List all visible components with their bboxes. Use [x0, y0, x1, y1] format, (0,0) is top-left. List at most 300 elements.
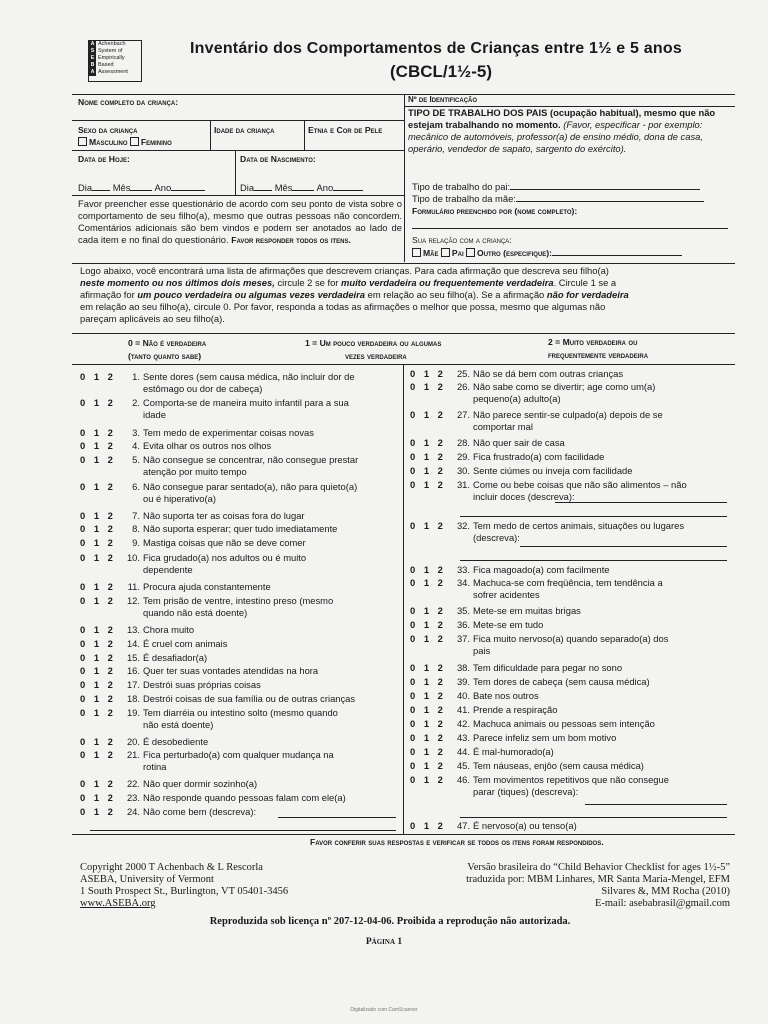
item-text-line: Tem movimentos repetitivos que não consegue: [473, 774, 669, 785]
behavior-item: [80, 481, 413, 505]
behavior-item: [80, 749, 413, 773]
score-options[interactable]: 0 1 2: [410, 465, 446, 476]
item-text: [473, 746, 743, 758]
item-text: [473, 820, 743, 832]
item-text: [473, 577, 743, 601]
item-number: 3.: [132, 427, 140, 438]
item-text-line: Não come bem (descreva):: [143, 806, 257, 817]
item-text-line: Não sabe como se divertir; age como um(a): [473, 381, 656, 392]
behavior-item: [410, 381, 743, 405]
describe-line-32[interactable]: [520, 546, 727, 547]
behavior-item: [80, 371, 413, 395]
behavior-item: [410, 676, 743, 688]
page-number: Página 1: [365, 937, 403, 947]
form-subtitle: (CBCL/1½-5): [390, 62, 493, 81]
item-text: [143, 581, 413, 593]
age-label: Idade da criança: [214, 125, 275, 135]
father-line: [510, 189, 700, 190]
item-text-line: Tem medo de certos animais, situações ou lugares: [473, 520, 685, 531]
score-options[interactable]: 0 1 2: [410, 704, 446, 715]
form-column-divider: [404, 94, 405, 262]
translation-block: Versão brasileira do “Child Behavior Checklist for ages 1½-5” traduzida por: MBM Linhares, MR Santa Maria-Mengel, EFM Silvares &, MM Rocha (2010) E-mail: asebabrasil@gmail.com: [400, 862, 730, 910]
item-text: [143, 440, 413, 452]
score-options[interactable]: 0 1 2: [410, 633, 446, 644]
birth-date-fields: Dia Mês Ano: [240, 182, 363, 194]
item-text-line: Evita olhar os outros nos olhos: [143, 440, 272, 451]
behavior-item: [80, 679, 413, 691]
item-text: [143, 652, 413, 664]
item-number: 44.: [456, 746, 470, 757]
behavior-item: [410, 662, 743, 674]
behavior-item: [410, 718, 743, 730]
score-options[interactable]: 0 1 2: [80, 581, 116, 592]
score-options[interactable]: 0 1 2: [80, 454, 116, 465]
item-text-line: É nervoso(a) ou tenso(a): [473, 820, 577, 831]
item-number: 46.: [456, 774, 470, 785]
item-text-line: É cruel com animais: [143, 638, 228, 649]
item-number: 14.: [126, 638, 140, 649]
score-options[interactable]: 0 1 2: [80, 595, 116, 606]
aseba-link[interactable]: www.ASEBA.org: [80, 898, 156, 909]
verify-note: Favor conferir suas respostas e verificar se todos os itens foram respondidos.: [310, 837, 604, 847]
score-options[interactable]: 0 1 2: [80, 552, 116, 563]
item-text-line: Machuca animais ou pessoas sem intenção: [473, 718, 655, 729]
item-number: 35.: [456, 605, 470, 616]
item-text: [473, 381, 743, 405]
behavior-item: [80, 523, 413, 535]
license-notice: Reproduzida sob licença nº 207-12-04-06. Proibida a reprodução não autorizada.: [209, 916, 571, 927]
behavior-item: [410, 465, 743, 477]
sex-label: Sexo da criança: [78, 125, 138, 135]
item-text-line: Destrói suas próprias coisas: [143, 679, 261, 690]
today-date-fields: Dia Mês Ano: [78, 182, 205, 194]
item-text-line: idade: [143, 409, 166, 420]
describe-line-46b[interactable]: [460, 817, 727, 818]
birth-date-label: Data de Nascimento:: [240, 154, 316, 164]
item-number: 9.: [132, 537, 140, 548]
item-number: 5.: [132, 454, 140, 465]
behavior-item: [410, 619, 743, 631]
item-text: [473, 774, 743, 798]
item-text: [473, 760, 743, 772]
instructions: Logo abaixo, você encontrará uma lista de afirmações que descrevem crianças. Para cada afirmação que descreva seu filho(a) neste momento ou nos últimos dois meses, circule 2 se for muito verdadeira ou frequentemente verdadeira. Circule 1 se a afirmação for um pouco verdadeira ou algumas vezes verdadeira em relação ao seu filho(a). Se a afirmação não for verdadeira em relação ao seu filho(a), circule 0. Por favor, responda a todas as afirmações o melhor que possa, mesmo que algumas não pareçam aplicáveis ao seu filho(a).: [80, 265, 629, 324]
score-options[interactable]: 0 1 2: [80, 792, 116, 803]
score-options[interactable]: 0 1 2: [80, 736, 116, 747]
item-text-line: É desobediente: [143, 736, 209, 747]
item-text-line: Não quer sair de casa: [473, 437, 565, 448]
relationship-label: Sua relação com a criança:: [412, 235, 512, 245]
item-text: [473, 718, 743, 730]
parent-occupation: TIPO DE TRABALHO DOS PAIS (ocupação habitual), mesmo que não estejam trabalhando no momento. (Favor, especificar - por exemplo: mecânico de automóveis, professor(a) de ensino médio, dona de casa, operário, vendedor de sapato, sargento do exército).: [408, 107, 716, 154]
behavior-item: [410, 605, 743, 617]
item-text: [473, 409, 743, 433]
describe-line-46[interactable]: [585, 804, 727, 805]
item-text-line: Machuca-se com freqüência, tem tendência a: [473, 577, 663, 588]
score-options[interactable]: 0 1 2: [410, 662, 446, 673]
score-options[interactable]: 0 1 2: [80, 440, 116, 451]
behavior-item: [80, 778, 413, 790]
item-text: [473, 732, 743, 744]
behavior-item: [80, 552, 413, 576]
behavior-item: [80, 427, 413, 439]
legend-two-cont: frequentemente verdadeira: [548, 350, 649, 360]
item-text: [143, 510, 413, 522]
score-options[interactable]: 0 1 2: [410, 577, 446, 588]
item-number: 28.: [456, 437, 470, 448]
item-text: [143, 397, 413, 421]
item-text-line: Comporta-se de maneira muito infantil para a sua: [143, 397, 349, 408]
item-number: 38.: [456, 662, 470, 673]
behavior-item: [410, 690, 743, 702]
item-text: [473, 564, 743, 576]
item-text: [473, 619, 743, 631]
item-number: 2.: [132, 397, 140, 408]
today-month-field[interactable]: [130, 190, 152, 191]
score-options[interactable]: 0 1 2: [410, 619, 446, 630]
item-number: 15.: [126, 652, 140, 663]
legend-zero: 0 = Não é verdadeira: [128, 338, 207, 348]
score-options[interactable]: 0 1 2: [410, 451, 446, 462]
item-text: [473, 437, 743, 449]
score-options[interactable]: 0 1 2: [410, 746, 446, 757]
behavior-item: [410, 409, 743, 433]
legend-one-cont: vezes verdadeira: [345, 351, 407, 361]
item-text-line: (descreva):: [473, 532, 520, 543]
score-options[interactable]: 0 1 2: [410, 760, 446, 771]
copyright-block: Copyright 2000 T Achenbach & L Rescorla ASEBA, University of Vermont 1 South Prospect St., Burlington, VT 05401-3456 www.ASEBA.org: [80, 862, 289, 909]
item-text-line: Não responde quando pessoas falam com ele(a): [143, 792, 346, 803]
item-text-line: estômago ou dor de cabeça): [143, 383, 263, 394]
item-text: [143, 454, 413, 478]
item-text-line: pequeno(a) adulto(a): [473, 393, 561, 404]
item-text: [143, 638, 413, 650]
score-options[interactable]: 0 1 2: [410, 820, 446, 831]
row-divider: [72, 195, 404, 196]
describe-line-24b[interactable]: [90, 830, 396, 831]
score-options[interactable]: 0 1 2: [410, 774, 446, 785]
score-options[interactable]: 0 1 2: [410, 605, 446, 616]
today-day-field[interactable]: [92, 190, 110, 191]
behavior-item: [80, 510, 413, 522]
score-options[interactable]: 0 1 2: [80, 510, 116, 521]
item-text-line: Não suporta esperar; quer tudo imediatamente: [143, 523, 338, 534]
item-number: 29.: [456, 451, 470, 462]
behavior-item: [410, 820, 743, 832]
item-number: 26.: [456, 381, 470, 392]
cell-divider: [235, 150, 236, 195]
cell-divider: [210, 120, 211, 150]
score-options[interactable]: 0 1 2: [80, 371, 116, 382]
item-text-line: Fica perturbado(a) com qualquer mudança na: [143, 749, 334, 760]
item-text-line: Não suporta ter as coisas fora do lugar: [143, 510, 305, 521]
item-text: [473, 690, 743, 702]
item-number: 16.: [126, 665, 140, 676]
item-text: [143, 537, 413, 549]
item-number: 40.: [456, 690, 470, 701]
sex-options: Masculino Feminino: [78, 137, 172, 148]
score-options[interactable]: 0 1 2: [80, 707, 116, 718]
birth-month-field[interactable]: [292, 190, 314, 191]
mother-checkbox[interactable]: [412, 248, 421, 257]
item-text-line: Procura ajuda constantemente: [143, 581, 271, 592]
item-text-line: É desafiador(a): [143, 652, 208, 663]
item-number: 17.: [126, 679, 140, 690]
describe-line-31[interactable]: [555, 502, 727, 503]
item-text-line: Tem medo de experimentar coisas novas: [143, 427, 314, 438]
behavior-item: [80, 693, 413, 705]
legend-two: 2 = Muito verdadeira ou: [548, 337, 638, 347]
behavior-item: [410, 437, 743, 449]
behavior-item: [80, 397, 413, 421]
score-options[interactable]: 0 1 2: [80, 778, 116, 789]
item-text-line: Tem diarréia ou intestino solto (mesmo quando: [143, 707, 338, 718]
item-text-line: Tem náuseas, enjôo (sem causa médica): [473, 760, 644, 771]
item-text: [473, 662, 743, 674]
score-options[interactable]: 0 1 2: [80, 624, 116, 635]
score-options[interactable]: 0 1 2: [80, 652, 116, 663]
score-options[interactable]: 0 1 2: [410, 520, 446, 531]
score-options[interactable]: 0 1 2: [80, 427, 116, 438]
item-text-line: Destrói coisas de sua família ou de outras crianças: [143, 693, 356, 704]
item-text: [473, 465, 743, 477]
item-text: [143, 778, 413, 790]
items-bottom-border: [72, 834, 735, 835]
behavior-item: [80, 537, 413, 549]
item-number: 30.: [456, 465, 470, 476]
item-text-line: Quer ter suas vontades atendidas na hora: [143, 665, 319, 676]
behavior-item: [410, 633, 743, 657]
item-text: [143, 595, 413, 619]
item-text: [473, 605, 743, 617]
item-text-line: Sente ciúmes ou inveja com facilidade: [473, 465, 633, 476]
score-options[interactable]: 0 1 2: [80, 481, 116, 492]
item-text-line: quando não está doente): [143, 607, 248, 618]
score-options[interactable]: 0 1 2: [80, 679, 116, 690]
item-text: [143, 523, 413, 535]
item-text-line: Não quer dormir sozinho(a): [143, 778, 258, 789]
item-number: 41.: [456, 704, 470, 715]
behavior-item: [410, 746, 743, 758]
filled-by-label: Formulário preenchido por (nome completo):: [412, 206, 578, 216]
score-options[interactable]: 0 1 2: [410, 564, 446, 575]
item-text: [143, 693, 413, 705]
item-text-line: Não parece sentir-se culpado(a) depois de se: [473, 409, 663, 420]
aseba-logo: A Achenbach S System of E Empirically B Based A Assessment: [88, 40, 142, 82]
item-text: [473, 676, 743, 688]
item-text-line: incluir doces (descreva):: [473, 491, 575, 502]
score-options[interactable]: 0 1 2: [80, 537, 116, 548]
item-text-line: Não consegue parar sentado(a), não para quieto(a): [143, 481, 358, 492]
behavior-item: [410, 451, 743, 463]
ethnicity-label: Etnia e Cor de Pele: [308, 125, 383, 135]
item-number: 7.: [132, 510, 140, 521]
item-number: 18.: [126, 693, 140, 704]
mother-occupation-field[interactable]: Tipo de trabalho da mãe:: [412, 193, 704, 205]
item-text-line: Tem dificuldade para pegar no sono: [473, 662, 623, 673]
item-number: 42.: [456, 718, 470, 729]
item-number: 36.: [456, 619, 470, 630]
form-title: Inventário dos Comportamentos de Crianças entre 1½ e 5 anos: [190, 40, 682, 57]
item-text: [143, 552, 413, 576]
birth-year-field[interactable]: [333, 190, 363, 191]
item-number: 4.: [132, 440, 140, 451]
item-text-line: dependente: [143, 564, 193, 575]
item-text: [143, 665, 413, 677]
item-text-line: rotina: [143, 761, 167, 772]
item-number: 32.: [456, 520, 470, 531]
score-options[interactable]: 0 1 2: [410, 690, 446, 701]
item-text-line: sofrer acidentes: [473, 589, 540, 600]
item-number: 22.: [126, 778, 140, 789]
item-text-line: Mete-se em tudo: [473, 619, 544, 630]
score-options[interactable]: 0 1 2: [410, 479, 446, 490]
behavior-item: [80, 652, 413, 664]
item-number: 11.: [127, 581, 140, 592]
behavior-item: [80, 440, 413, 452]
item-number: 19.: [126, 707, 140, 718]
child-name-label: Nome completo da criança:: [78, 97, 179, 107]
other-checkbox[interactable]: [466, 248, 475, 257]
mother-line: [516, 201, 704, 202]
behavior-item: [410, 368, 743, 380]
id-label: Nº de Identificação: [408, 95, 478, 104]
score-options[interactable]: 0 1 2: [80, 638, 116, 649]
cell-divider: [304, 120, 305, 150]
item-text-line: Fica frustrado(a) com facilidade: [473, 451, 605, 462]
behavior-item: [410, 732, 743, 744]
behavior-item: [410, 774, 743, 798]
item-number: 23.: [126, 792, 140, 803]
score-options[interactable]: 0 1 2: [410, 368, 446, 379]
item-text-line: Tem prisão de ventre, intestino preso (mesmo: [143, 595, 334, 606]
behavior-item: [80, 638, 413, 650]
item-text-line: Mete-se em muitas brigas: [473, 605, 581, 616]
item-text: [143, 792, 413, 804]
behavior-item: [80, 665, 413, 677]
score-options[interactable]: 0 1 2: [410, 718, 446, 729]
item-text-line: comportar mal: [473, 421, 533, 432]
item-text-line: É mal-humorado(a): [473, 746, 554, 757]
item-number: 1.: [132, 371, 140, 382]
scanner-watermark: Digitalizado com CamScanner: [350, 1007, 418, 1013]
behavior-item: [410, 577, 743, 601]
item-number: 12.: [126, 595, 140, 606]
score-options[interactable]: 0 1 2: [80, 665, 116, 676]
behavior-item: [410, 479, 743, 503]
item-number: 31.: [456, 479, 470, 490]
item-text-line: Parece infeliz sem um bom motivo: [473, 732, 617, 743]
item-text-line: Sente dores (sem causa médica, não incluir dor de: [143, 371, 355, 382]
behavior-item: [80, 624, 413, 636]
item-text: [143, 481, 413, 505]
score-options[interactable]: 0 1 2: [410, 409, 446, 420]
behavior-item: [80, 581, 413, 593]
item-text: [143, 624, 413, 636]
score-options[interactable]: 0 1 2: [80, 693, 116, 704]
item-number: 8.: [132, 523, 140, 534]
male-checkbox[interactable]: [78, 137, 87, 146]
item-text-line: atenção por muito tempo: [143, 466, 247, 477]
contact-email[interactable]: E-mail: asebabrasil@gmail.com: [594, 898, 730, 909]
legend-zero-note: (tanto quanto sabe): [128, 351, 202, 361]
score-options[interactable]: 0 1 2: [410, 381, 446, 392]
describe-line-31b[interactable]: [460, 516, 727, 517]
score-options[interactable]: 0 1 2: [80, 806, 116, 817]
item-text-line: Prende a respiração: [473, 704, 558, 715]
item-text-line: Não se dá bem com outras crianças: [473, 368, 624, 379]
behavior-item: [410, 760, 743, 772]
row-divider: [72, 120, 404, 121]
score-options[interactable]: 0 1 2: [410, 676, 446, 687]
item-text-line: Come ou bebe coisas que não são alimentos – não: [473, 479, 687, 490]
item-text: [473, 368, 743, 380]
score-options[interactable]: 0 1 2: [80, 523, 116, 534]
today-year-field[interactable]: [171, 190, 205, 191]
item-text: [473, 704, 743, 716]
female-checkbox[interactable]: [130, 137, 139, 146]
item-text-line: Tem dores de cabeça (sem causa médica): [473, 676, 650, 687]
item-text-line: Não consegue se concentrar, não consegue prestar: [143, 454, 359, 465]
today-date-label: Data de Hoje:: [78, 154, 130, 164]
behavior-item: [80, 707, 413, 731]
item-text-line: Mastiga coisas que não se deve comer: [143, 537, 306, 548]
behavior-item: [410, 520, 743, 544]
behavior-item: [80, 595, 413, 619]
score-options[interactable]: 0 1 2: [410, 732, 446, 743]
behavior-item: [410, 564, 743, 576]
item-number: 20.: [126, 736, 140, 747]
score-options[interactable]: 0 1 2: [80, 397, 116, 408]
item-number: 33.: [456, 564, 470, 575]
item-number: 39.: [456, 676, 470, 687]
behavior-item: [80, 736, 413, 748]
item-number: 34.: [456, 577, 470, 588]
fill-instructions: Favor preencher esse questionário de acordo com seu ponto de vista sobre o comportamento de seu filho(a), mesmo que outras pessoas não concordem. Comentários adicionais são bem vindos e podem ser anotados ao lado de cada item e no final do questionário. Favor responder todos os itens.: [78, 198, 402, 245]
legend-top-border: [72, 333, 735, 334]
score-options[interactable]: 0 1 2: [80, 749, 116, 760]
item-number: 6.: [132, 481, 140, 492]
item-number: 13.: [126, 624, 140, 635]
item-number: 24.: [126, 806, 140, 817]
describe-line-24[interactable]: [278, 817, 396, 818]
item-text: [473, 520, 743, 544]
father-checkbox[interactable]: [441, 248, 450, 257]
item-text: [473, 451, 743, 463]
score-options[interactable]: 0 1 2: [410, 437, 446, 448]
item-number: 43.: [456, 732, 470, 743]
father-occupation-field[interactable]: Tipo de trabalho do pai:: [412, 181, 700, 193]
item-text-line: pais: [473, 645, 491, 656]
row-divider: [72, 150, 404, 151]
item-text-line: ou é hiperativo(a): [143, 493, 216, 504]
item-text: [143, 749, 413, 773]
item-text-line: Chora muito: [143, 624, 195, 635]
item-text-line: parar (tiques) (descreva):: [473, 786, 579, 797]
other-field[interactable]: [552, 255, 682, 256]
item-text: [143, 427, 413, 439]
item-text-line: Fica magoado(a) com facilmente: [473, 564, 610, 575]
form-bottom-border: [72, 263, 735, 264]
birth-day-field[interactable]: [254, 190, 272, 191]
item-text-line: Fica grudado(a) nos adultos ou é muito: [143, 552, 307, 563]
legend-one: 1 = Um pouco verdadeira ou algumas: [305, 338, 442, 348]
describe-line-32b[interactable]: [460, 560, 727, 561]
relationship-options: Mãe Pai Outro (especifique):: [412, 248, 682, 259]
item-text: [473, 633, 743, 657]
behavior-item: [80, 792, 413, 804]
filled-by-line: [412, 228, 728, 229]
item-text: [473, 479, 743, 503]
